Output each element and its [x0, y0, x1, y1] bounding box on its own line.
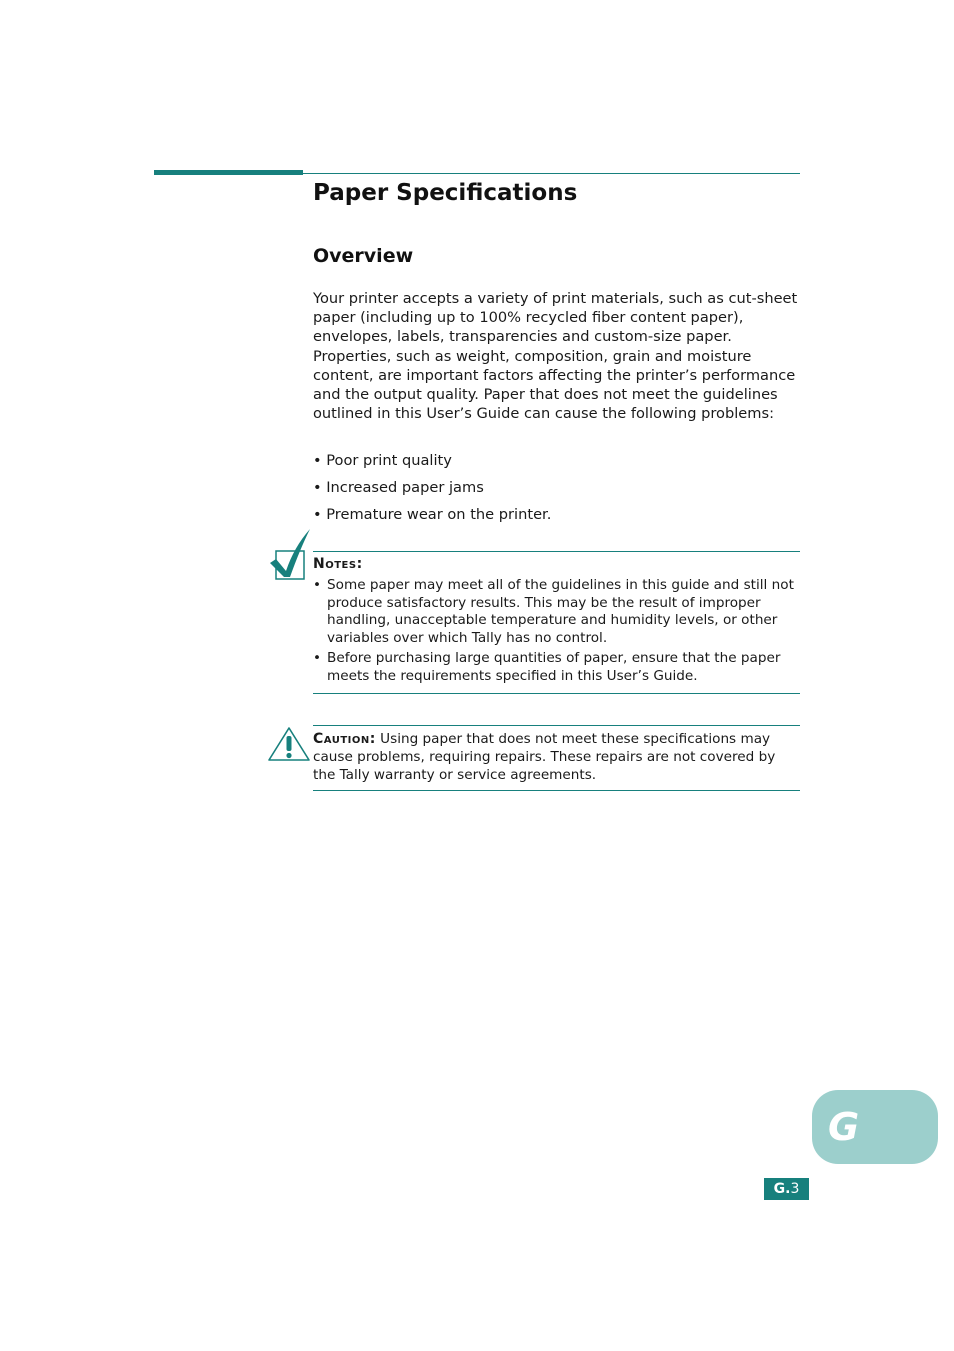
page-title: Paper Specifications [313, 180, 578, 206]
warning-icon [266, 725, 312, 763]
chapter-tab: G [812, 1090, 938, 1164]
list-item: • Poor print quality [313, 451, 800, 478]
list-item: • Increased paper jams [313, 478, 800, 505]
header-rule-thick [154, 170, 303, 175]
checkmark-note-icon [268, 527, 314, 583]
problem-list [313, 451, 800, 532]
caution-body: Using paper that does not meet these specifications may cause problems, requiring repairs. These repairs are not covered by the Tally warranty or service agreements. [313, 731, 776, 783]
notes-label: Notes: [313, 556, 363, 572]
overview-paragraph: Your printer accepts a variety of print materials, such as cut-sheet paper (including up to 100% recycled fiber content paper), envelopes, labels, transparencies and custom-size paper. Properties, such as weight, composition, grain and moisture content, are important factors affecting the printer’s performance and the output quality. Paper that does not meet the guidelines outlined in this User’s Guide can cause the following problems: [313, 290, 798, 423]
caution-text [313, 730, 800, 784]
caution-label: Caution: [313, 731, 376, 747]
list-item: • Some paper may meet all of the guidelines in this guide and still not produce satisfactory results. This may be the result of improper handling, unacceptable temperature and humidity levels, or other variables over which Tally has no control. [313, 577, 800, 647]
list-item: • Premature wear on the printer. [313, 505, 800, 532]
caution-bottom-rule [313, 790, 800, 791]
caution-top-rule [313, 725, 800, 726]
notes-top-rule [313, 551, 800, 552]
notes-list [313, 577, 800, 688]
page-number: G.3 [764, 1178, 809, 1200]
list-item: • Before purchasing large quantities of paper, ensure that the paper meets the requirements specified in this User’s Guide. [313, 650, 800, 685]
section-heading: Overview [313, 245, 414, 267]
notes-bottom-rule [313, 693, 800, 694]
header-rule-thin [303, 173, 800, 174]
